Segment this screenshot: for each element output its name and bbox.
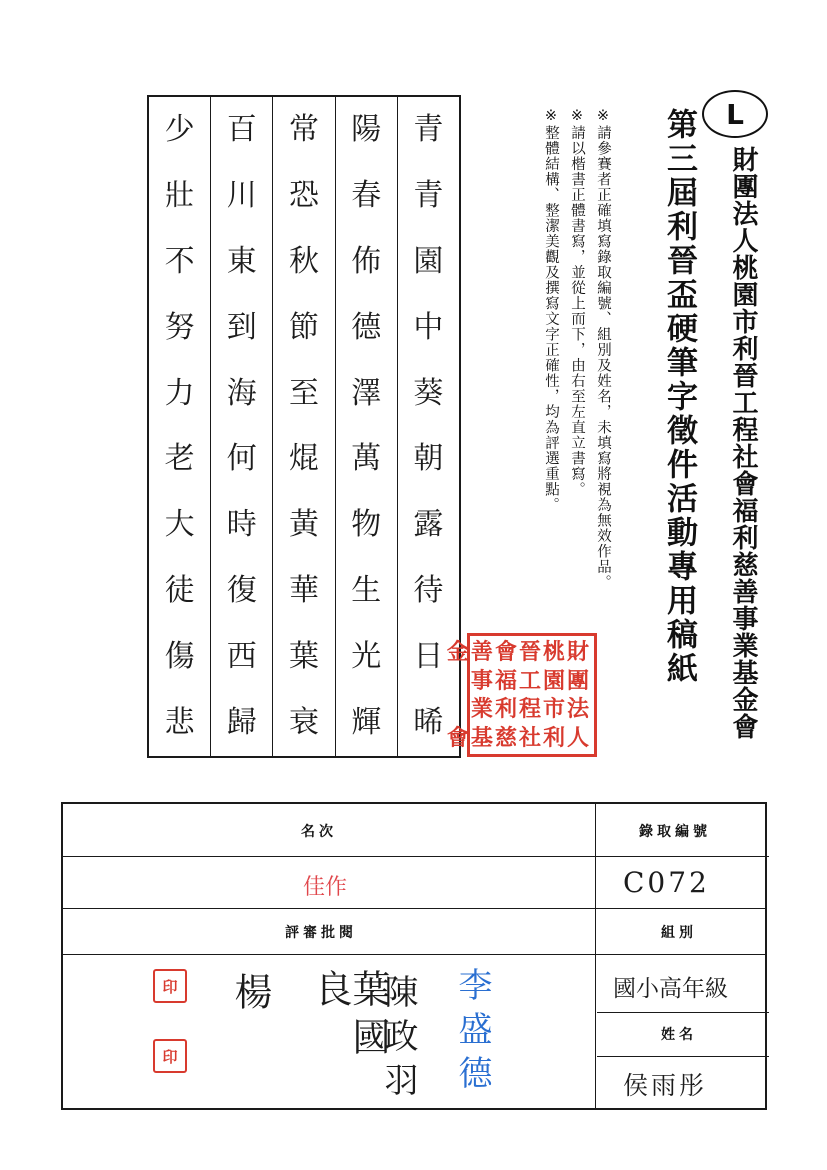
grid-cell: 少 [164,111,195,147]
admission-number: C072 [623,866,710,899]
reviewer-signature-4: 李盛德 [452,967,492,1099]
grid-cell: 佈 [351,243,382,279]
grid-column [272,97,334,756]
grid-cell: 歸 [226,705,257,741]
grid-cell: 不 [164,243,195,279]
grid-cell: 葉 [288,639,319,675]
reviewer-signature-3: 陳政羽 [378,974,418,1106]
instruction-3: ※整體結構、整潔美觀及撰寫文字正確性，均為評選重點。 [543,108,559,513]
reviewer-signature-2: 葉國良 [308,969,390,1065]
seal-character: 事 [470,667,493,694]
logo-mark: L [726,97,744,131]
grid-cell: 到 [226,309,257,345]
grid-cell: 朝 [413,441,444,477]
seal-column [447,641,469,749]
instruction-1: ※請參賽者正確填寫錄取編號、組別及姓名，未填寫將視為無效作品。 [595,108,611,590]
grid-cell: 西 [226,639,257,675]
grid-cell: 中 [413,309,444,345]
grid-cell: 努 [164,309,195,345]
grid-cell: 大 [164,507,195,543]
seal-column [543,641,565,749]
grid-cell: 焜 [288,441,319,477]
grid-column [335,97,397,756]
grid-cell: 德 [351,309,382,345]
seal-character: 基 [470,724,493,751]
seal-column [471,641,493,749]
grid-cell: 壯 [164,177,195,213]
seal-character: 人 [566,724,589,751]
seal-column [567,641,589,749]
instruction-2: ※請以楷書正體書寫，並從上而下，由右至左直立書寫。 [569,108,585,497]
grid-cell: 悲 [164,705,195,741]
grid-cell: 恐 [288,177,319,213]
grid-cell: 東 [226,243,257,279]
grid-cell: 老 [164,441,195,477]
instructions [540,108,614,590]
grid-cell: 傷 [164,639,195,675]
page-title: 第三屆利晉盃硬筆字徵件活動專用稿紙 [661,108,697,686]
grid-cell: 日 [413,639,444,675]
grid-cell: 春 [351,177,382,213]
grid-cell: 力 [164,375,195,411]
seal-character: 園 [542,667,565,694]
grid-cell: 澤 [351,375,382,411]
grid-cell: 海 [226,375,257,411]
seal-character: 晉 [518,639,541,665]
grid-cell: 時 [226,507,257,543]
grid-cell: 百 [226,111,257,147]
seal-character: 金 [446,639,469,665]
group-header: 組別 [661,925,697,941]
seal-character: 利 [542,724,565,751]
grid-cell: 輝 [351,705,382,741]
student-name: 侯雨彤 [623,1071,708,1100]
grid-cell: 秋 [288,243,319,279]
seal-character: 程 [518,696,541,723]
grid-cell: 何 [226,441,257,477]
group-value: 國小高年級 [613,976,728,1002]
grid-cell: 節 [288,309,319,345]
grid-cell: 徒 [164,573,195,609]
reviewer-seal-1: 印 [153,969,187,1003]
grid-cell: 青 [413,177,444,213]
seal-column [495,641,517,749]
grid-cell: 園 [413,243,444,279]
seal-character: 利 [494,696,517,723]
seal-column [519,641,541,749]
reviewer-seal-2: 印 [153,1039,187,1073]
foundation-name: 財團法人桃園市利晉工程社會福利慈善事業基金會 [728,146,758,740]
grid-cell: 生 [351,573,382,609]
name-header: 姓名 [661,1027,697,1043]
seal-character: 會 [446,725,469,751]
grid-cell: 黃 [288,507,319,543]
reviewer-signature-1: 楊 [228,972,272,1020]
rank-value: 佳作 [303,875,348,900]
grid-cell: 萬 [351,441,382,477]
grid-cell: 常 [288,111,319,147]
seal-character: 社 [518,724,541,751]
grid-column [210,97,272,756]
review-header: 評審批閱 [285,925,357,941]
seal-character: 市 [542,696,565,723]
grid-cell: 晞 [413,705,444,741]
grid-cell: 復 [226,573,257,609]
seal-character: 法 [566,696,589,723]
seal-character: 工 [518,667,541,694]
grid-cell: 至 [288,375,319,411]
grid-cell: 衰 [288,705,319,741]
grid-cell: 葵 [413,375,444,411]
seal-character: 福 [494,667,517,694]
seal-character: 慈 [494,724,517,751]
seal-character: 團 [566,667,589,694]
foundation-logo [702,90,768,138]
grid-cell: 川 [226,177,257,213]
grid-cell: 華 [288,573,319,609]
result-table [61,802,767,1110]
seal-character: 桃 [542,639,565,665]
foundation-seal [446,633,597,757]
grid-cell: 物 [351,507,382,543]
grid-cell: 光 [351,639,382,675]
seal-character: 會 [494,639,517,665]
seal-character: 善 [470,639,493,665]
grid-cell: 陽 [351,111,382,147]
grid-column [149,97,210,756]
seal-character: 財 [566,639,589,665]
calligraphy-grid [147,95,461,758]
grid-cell: 露 [413,507,444,543]
admission-header: 錄取編號 [639,824,711,840]
seal-character: 業 [470,696,493,723]
grid-cell: 青 [413,111,444,147]
grid-cell: 待 [413,573,444,609]
rank-header: 名次 [301,824,337,840]
